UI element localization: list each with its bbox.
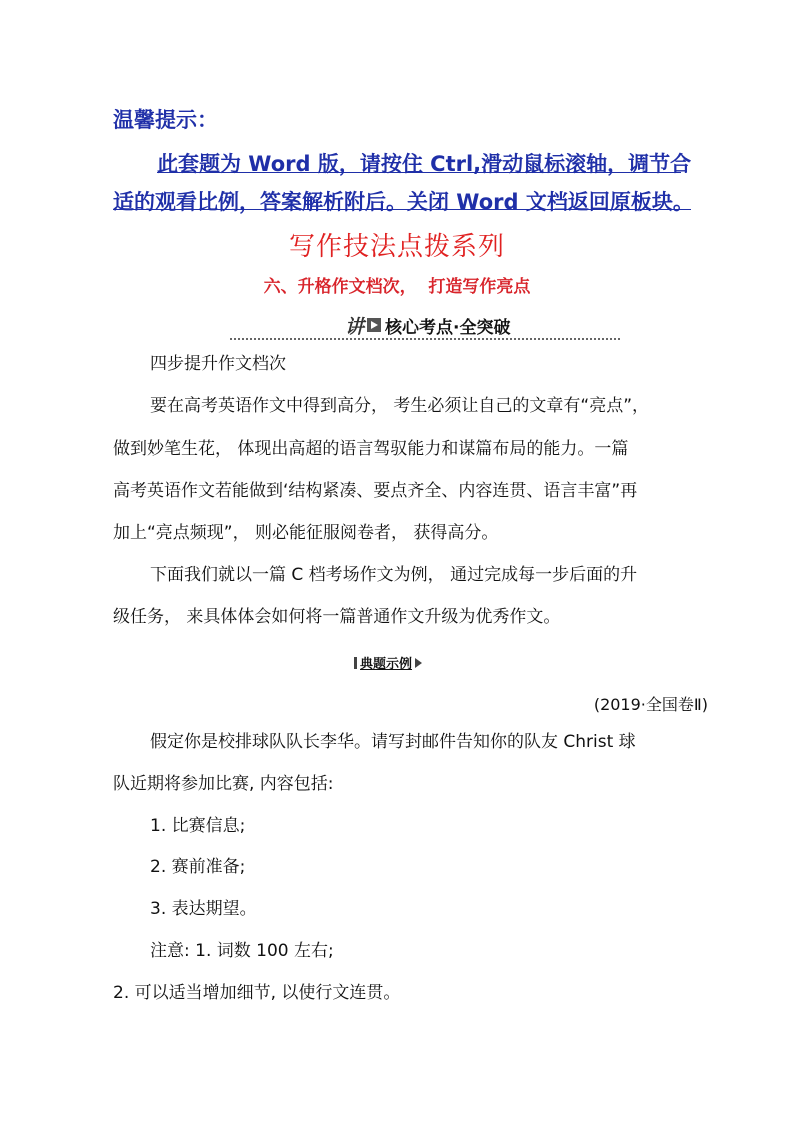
para1-line2: 做到妙笔生花， 体现出高超的语言驾驭能力和谋篇布局的能力。一篇 [113,439,629,459]
section-banner [345,312,510,338]
question-line1: 假定你是校排球队队长李华。请写封邮件告知你的队友 Christ 球 [150,732,636,752]
note-line2: 2. 可以适当增加细节, 以使行文连贯。 [113,983,401,1003]
para1-line4: 加上“亮点频现”， 则必能征服阅卷者， 获得高分。 [113,523,499,543]
tip-heading: 温馨提示： [113,108,218,132]
example-badge [354,653,422,672]
badge-arrow-icon [415,658,422,668]
tip-line-1[interactable]: 此套题为 Word 版，请按住 Ctrl,滑动鼠标滚轴，调节合 [157,152,692,176]
list-item-2: 2. 赛前准备; [150,857,246,877]
play-triangle-icon [367,318,381,332]
badge-label: 典题示例 [360,657,413,672]
tip-line-2[interactable]: 适的观看比例，答案解析附后。关闭 Word 文档返回原板块。 [113,190,694,214]
para1-line1: 要在高考英语作文中得到高分， 考生必须让自己的文章有“亮点”， [150,396,650,416]
note-line1: 注意: 1. 词数 100 左右; [150,941,334,961]
jiang-logo: 讲 [345,315,365,338]
tip-underline-2 [113,209,691,210]
banner-label: 核心考点·全突破 [385,317,511,338]
para2-line2: 级任务， 来具体体会如何将一篇普通作文升级为优秀作文。 [113,607,561,627]
para2-line1: 下面我们就以一篇 C 档考场作文为例， 通过完成每一步后面的升 [150,565,638,585]
list-item-1: 1. 比赛信息; [150,816,246,836]
dotted-divider [230,338,620,340]
para1-line3: 高考英语作文若能做到‘结构紧凑、要点齐全、内容连贯、语言丰富”再 [113,481,638,501]
source-citation: (2019·全国卷Ⅱ) [593,695,708,714]
list-item-3: 3. 表达期望。 [150,899,257,919]
question-line2: 队近期将参加比赛, 内容包括: [113,774,334,794]
tip-underline-1 [157,172,681,173]
para-heading: 四步提升作文档次 [150,354,286,374]
series-title: 写作技法点拨系列 [288,232,505,262]
badge-bar-icon [354,657,357,669]
sub-title: 六、升格作文档次， 打造写作亮点 [263,277,531,297]
